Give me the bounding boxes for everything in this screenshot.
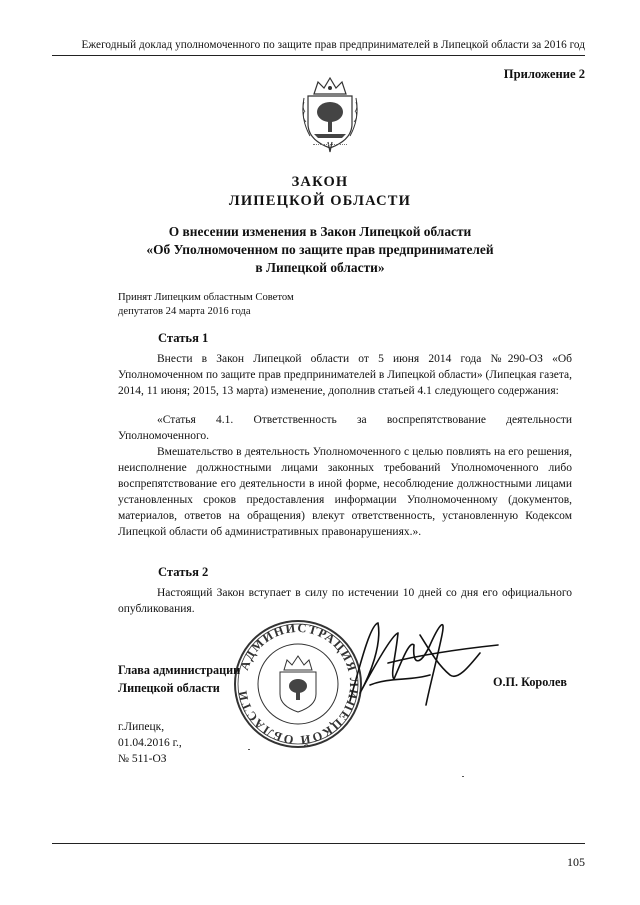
law-subtitle-line1: О внесении изменения в Закон Липецкой области [168, 224, 472, 239]
law-region-title: ЛИПЕЦКОЙ ОБЛАСТИ [228, 193, 412, 209]
emblem-caption-line [313, 144, 347, 145]
signatory-name: О.П. Королев [493, 675, 567, 689]
handwritten-signature [330, 605, 510, 715]
article-1-paragraph-2: «Статья 4.1. Ответственность за воспрепятствование деятельности Уполномоченного. [118, 414, 572, 442]
appendix-label: Приложение 2 [503, 67, 585, 81]
article-2-paragraph-1: Настоящий Закон вступает в силу по истечении 10 дней со дня его официального опубликования. [118, 587, 572, 615]
law-subtitle-line3: в Липецкой области» [255, 260, 385, 275]
page-number: 105 [567, 855, 585, 869]
coat-of-arms-emblem [300, 72, 360, 154]
signatory-title [118, 661, 318, 697]
article-1-heading: Статья 1 [158, 331, 209, 345]
law-date: 01.04.2016 г., [118, 737, 182, 749]
adoption-note-line1: Принят Липецким областным Советом [118, 292, 294, 303]
law-subtitle-line2: «Об Уполномоченном по защите прав предпринимателей [146, 242, 494, 257]
running-header: Ежегодный доклад уполномоченного по защите прав предпринимателей в Липецкой области за 2016 год [81, 39, 585, 51]
signatory-title-line2: Липецкой области [118, 681, 220, 695]
law-title: ЗАКОН [291, 174, 349, 190]
article-1-paragraph-3: Вмешательство в деятельность Уполномоченного с целью повлиять на его решения, неисполнение должностными лицами законных требований Уполномоченного либо воспрепятствование его деятельности в иной форме, несоблюдение должностными лицами установленных сроков предоставления информации Уполномоченному (документов, материалов, ответов на обращения) влекут ответственность, установленную Кодексом Липецкой области об административных правонарушениях.». [118, 446, 572, 538]
article-1-paragraph-1: Внести в Закон Липецкой области от 5 июня 2014 года №290-ОЗ «Об Уполномоченном по защите прав предпринимателей в Липецкой области» (Липецкая газета, 2014, 11 июня; 2015, 13 марта) изменение, дополнив статьей 4.1 следующего содержания: [118, 353, 572, 397]
place-date-block [118, 719, 318, 767]
article-2-heading: Статья 2 [158, 565, 209, 579]
law-number: № 511-ОЗ [118, 753, 167, 765]
city: г.Липецк, [118, 721, 165, 733]
scan-speck [462, 776, 464, 777]
adoption-note-line2: депутатов 24 марта 2016 года [118, 306, 251, 317]
header-rule [52, 55, 585, 56]
signatory-title-line1: Глава администрации [118, 663, 241, 677]
scan-speck [248, 749, 250, 750]
svg-text:АДМИНИСТРАЦИЯ ЛИПЕЦКОЙ ОБЛАСТИ: АДМИНИСТРАЦИЯ ЛИПЕЦКОЙ ОБЛАСТИ [235, 620, 362, 748]
adoption-note [118, 291, 418, 319]
footer-rule [52, 843, 585, 844]
